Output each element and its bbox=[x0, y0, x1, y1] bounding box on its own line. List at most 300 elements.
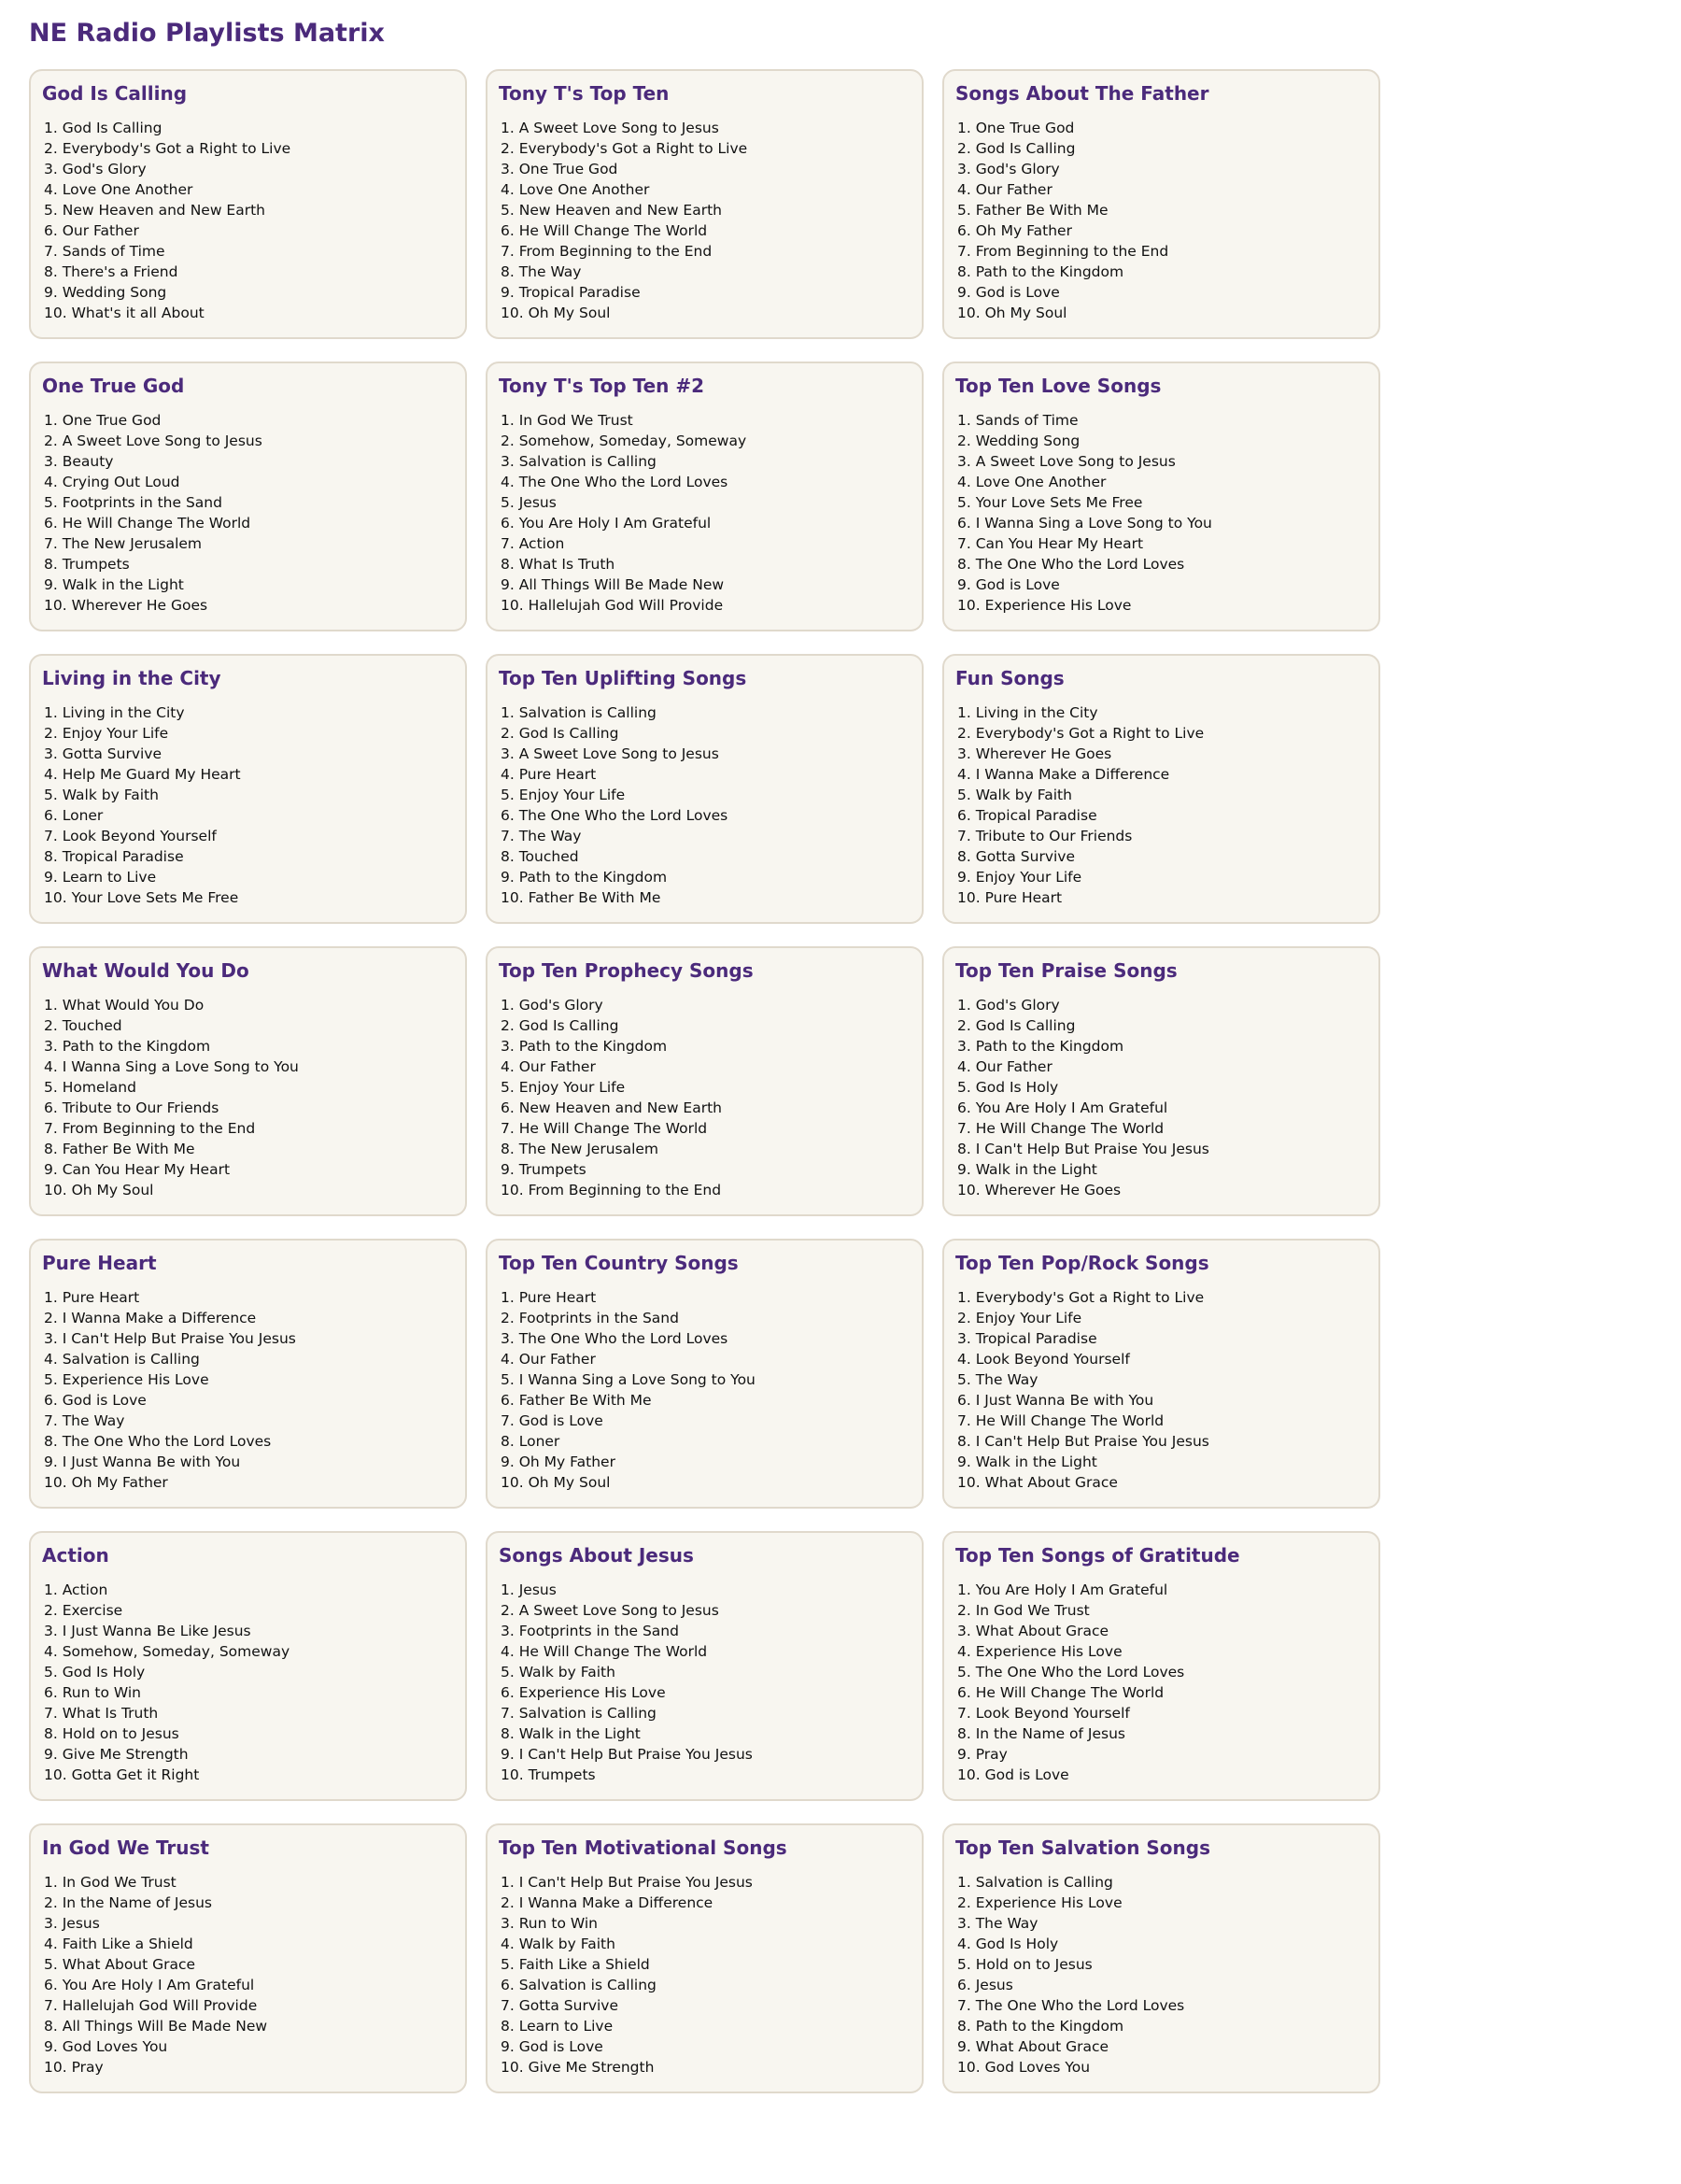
song-rank: 2. bbox=[44, 1602, 63, 1619]
song-rank: 8. bbox=[501, 1141, 519, 1157]
song-title: Our Father bbox=[62, 222, 139, 239]
song-title: I Just Wanna Be with You bbox=[975, 1392, 1154, 1409]
song-title: Wedding Song bbox=[62, 284, 167, 301]
song-item bbox=[501, 1452, 911, 1472]
song-rank: 7. bbox=[501, 1705, 519, 1722]
song-rank: 5. bbox=[44, 1371, 63, 1388]
playlist-card bbox=[486, 654, 924, 924]
song-title: What About Grace bbox=[975, 1623, 1109, 1639]
playlist-card bbox=[942, 946, 1380, 1216]
song-rank: 5. bbox=[501, 202, 519, 219]
playlist-card bbox=[942, 362, 1380, 631]
song-item bbox=[44, 764, 454, 785]
playlist-title: Top Ten Motivational Songs bbox=[499, 1837, 787, 1859]
song-item bbox=[501, 595, 911, 616]
song-rank: 3. bbox=[501, 745, 519, 762]
song-item bbox=[501, 220, 911, 241]
song-title: A Sweet Love Song to Jesus bbox=[975, 453, 1176, 470]
song-rank: 2. bbox=[501, 433, 519, 449]
playlist-title: Songs About The Father bbox=[955, 82, 1209, 105]
song-title: In God We Trust bbox=[975, 1602, 1090, 1619]
song-item bbox=[957, 1580, 1367, 1600]
song-title: Experience His Love bbox=[518, 1684, 666, 1701]
song-item bbox=[44, 1682, 454, 1703]
song-item bbox=[957, 1328, 1367, 1349]
song-rank: 5. bbox=[44, 1956, 63, 1973]
song-rank: 7. bbox=[957, 1705, 976, 1722]
song-rank: 7. bbox=[957, 1997, 976, 2014]
playlist-card bbox=[486, 946, 924, 1216]
song-title: Oh My Soul bbox=[984, 305, 1067, 321]
song-item bbox=[501, 1369, 911, 1390]
song-item bbox=[957, 1431, 1367, 1452]
song-list bbox=[955, 1580, 1367, 1785]
song-item bbox=[501, 995, 911, 1015]
playlist-card bbox=[29, 946, 467, 1216]
song-rank: 8. bbox=[501, 556, 519, 573]
song-item bbox=[501, 431, 911, 451]
playlist-card bbox=[942, 1531, 1380, 1801]
song-item bbox=[957, 1036, 1367, 1057]
song-rank: 7. bbox=[501, 1997, 519, 2014]
song-item bbox=[44, 241, 454, 262]
song-rank: 8. bbox=[44, 1433, 63, 1450]
song-title: Love One Another bbox=[975, 474, 1107, 490]
song-item bbox=[44, 451, 454, 472]
song-title: The Way bbox=[518, 263, 582, 280]
song-item bbox=[957, 262, 1367, 282]
song-title: Path to the Kingdom bbox=[975, 1038, 1124, 1055]
song-rank: 10. bbox=[44, 2059, 72, 2076]
song-title: Can You Hear My Heart bbox=[975, 535, 1144, 552]
playlist-title: Top Ten Love Songs bbox=[955, 375, 1162, 397]
song-item bbox=[501, 1995, 911, 2016]
playlist-card bbox=[29, 362, 467, 631]
song-title: Experience His Love bbox=[975, 1894, 1123, 1911]
playlist-title: Top Ten Country Songs bbox=[499, 1252, 739, 1274]
song-rank: 1. bbox=[44, 704, 63, 721]
playlist-title: God Is Calling bbox=[42, 82, 188, 105]
song-rank: 4. bbox=[44, 1936, 63, 1952]
song-item bbox=[44, 513, 454, 533]
song-rank: 7. bbox=[44, 243, 63, 260]
playlist-card bbox=[486, 69, 924, 339]
song-title: I Wanna Sing a Love Song to You bbox=[518, 1371, 756, 1388]
song-title: From Beginning to the End bbox=[62, 1120, 256, 1137]
song-rank: 6. bbox=[501, 222, 519, 239]
song-title: Gotta Survive bbox=[518, 1997, 619, 2014]
song-rank: 4. bbox=[501, 1643, 519, 1660]
song-rank: 10. bbox=[44, 1182, 72, 1198]
song-title: He Will Change The World bbox=[975, 1412, 1165, 1429]
song-title: Pure Heart bbox=[518, 1289, 597, 1306]
song-title: The Way bbox=[62, 1412, 125, 1429]
song-title: What About Grace bbox=[62, 1956, 196, 1973]
song-item bbox=[957, 1682, 1367, 1703]
song-title: Gotta Survive bbox=[975, 848, 1076, 865]
song-rank: 3. bbox=[501, 1915, 519, 1932]
song-item bbox=[957, 1765, 1367, 1785]
song-item bbox=[957, 826, 1367, 846]
song-item bbox=[501, 554, 911, 574]
song-rank: 1. bbox=[501, 1581, 519, 1598]
song-rank: 5. bbox=[957, 1664, 976, 1681]
song-rank: 8. bbox=[501, 2018, 519, 2035]
song-title: From Beginning to the End bbox=[975, 243, 1169, 260]
song-title: Enjoy Your Life bbox=[518, 1079, 626, 1096]
song-item bbox=[44, 138, 454, 159]
song-item bbox=[44, 1159, 454, 1180]
song-list bbox=[42, 1872, 454, 2078]
song-title: Touched bbox=[518, 848, 579, 865]
song-title: Father Be With Me bbox=[528, 889, 661, 906]
song-rank: 10. bbox=[957, 2059, 985, 2076]
song-title: Walk by Faith bbox=[62, 787, 159, 803]
song-title: Tribute to Our Friends bbox=[975, 828, 1133, 844]
song-title: Love One Another bbox=[62, 181, 193, 198]
song-item bbox=[957, 1975, 1367, 1995]
song-item bbox=[957, 595, 1367, 616]
song-item bbox=[957, 431, 1367, 451]
song-title: Faith Like a Shield bbox=[62, 1936, 193, 1952]
song-rank: 10. bbox=[44, 597, 72, 614]
song-title: Everybody's Got a Right to Live bbox=[975, 725, 1205, 742]
song-rank: 2. bbox=[44, 1894, 63, 1911]
song-list bbox=[499, 410, 911, 616]
song-item bbox=[957, 574, 1367, 595]
song-rank: 2. bbox=[957, 433, 976, 449]
song-item bbox=[44, 1893, 454, 1913]
song-title: Walk in the Light bbox=[518, 1725, 641, 1742]
page-title: NE Radio Playlists Matrix bbox=[29, 19, 385, 48]
song-item bbox=[501, 282, 911, 303]
song-item bbox=[501, 2016, 911, 2036]
song-rank: 8. bbox=[957, 2018, 976, 2035]
song-title: God's Glory bbox=[518, 997, 603, 1014]
song-item bbox=[501, 1328, 911, 1349]
song-title: God's Glory bbox=[62, 161, 147, 177]
song-item bbox=[957, 1098, 1367, 1118]
song-title: Path to the Kingdom bbox=[518, 1038, 668, 1055]
song-item bbox=[501, 1472, 911, 1493]
playlist-title: Top Ten Pop/Rock Songs bbox=[955, 1252, 1209, 1274]
song-list bbox=[955, 410, 1367, 616]
song-rank: 7. bbox=[957, 535, 976, 552]
song-rank: 3. bbox=[44, 1038, 63, 1055]
song-item bbox=[501, 1077, 911, 1098]
song-rank: 8. bbox=[957, 1725, 976, 1742]
song-title: I Wanna Sing a Love Song to You bbox=[62, 1058, 299, 1075]
song-rank: 2. bbox=[957, 1894, 976, 1911]
playlist-card bbox=[29, 1531, 467, 1801]
song-title: The One Who the Lord Loves bbox=[975, 1664, 1185, 1681]
song-title: You Are Holy I Am Grateful bbox=[518, 515, 712, 532]
song-title: God Is Calling bbox=[975, 1017, 1076, 1034]
song-rank: 8. bbox=[957, 1433, 976, 1450]
song-rank: 7. bbox=[44, 1997, 63, 2014]
song-rank: 9. bbox=[44, 576, 63, 593]
song-title: A Sweet Love Song to Jesus bbox=[62, 433, 262, 449]
song-item bbox=[44, 1954, 454, 1975]
song-item bbox=[501, 1431, 911, 1452]
song-rank: 5. bbox=[44, 787, 63, 803]
song-item bbox=[957, 764, 1367, 785]
song-rank: 3. bbox=[501, 1330, 519, 1347]
song-item bbox=[44, 1098, 454, 1118]
song-rank: 6. bbox=[501, 1099, 519, 1116]
song-title: God Is Calling bbox=[62, 120, 162, 136]
song-list bbox=[499, 995, 911, 1200]
song-item bbox=[501, 1057, 911, 1077]
song-item bbox=[957, 492, 1367, 513]
song-rank: 8. bbox=[44, 263, 63, 280]
song-title: The Way bbox=[975, 1371, 1038, 1388]
song-rank: 3. bbox=[957, 1038, 976, 1055]
song-item bbox=[501, 764, 911, 785]
playlist-title: One True God bbox=[42, 375, 185, 397]
song-title: Look Beyond Yourself bbox=[975, 1705, 1130, 1722]
song-item bbox=[44, 303, 454, 323]
song-title: Wherever He Goes bbox=[975, 745, 1112, 762]
song-rank: 6. bbox=[957, 1099, 976, 1116]
song-rank: 5. bbox=[44, 494, 63, 511]
song-title: One True God bbox=[62, 412, 162, 429]
song-title: Everybody's Got a Right to Live bbox=[975, 1289, 1205, 1306]
song-title: Hallelujah God Will Provide bbox=[62, 1997, 258, 2014]
song-rank: 2. bbox=[44, 1017, 63, 1034]
song-rank: 4. bbox=[501, 474, 519, 490]
song-rank: 8. bbox=[501, 1725, 519, 1742]
song-rank: 7. bbox=[44, 1412, 63, 1429]
song-item bbox=[957, 220, 1367, 241]
song-item bbox=[957, 1139, 1367, 1159]
song-rank: 10. bbox=[957, 889, 985, 906]
song-rank: 8. bbox=[501, 848, 519, 865]
song-title: Wedding Song bbox=[975, 433, 1081, 449]
song-title: Help Me Guard My Heart bbox=[62, 766, 241, 783]
song-title: Somehow, Someday, Someway bbox=[518, 433, 747, 449]
song-rank: 2. bbox=[501, 140, 519, 157]
song-rank: 5. bbox=[957, 787, 976, 803]
song-list bbox=[955, 995, 1367, 1200]
song-rank: 6. bbox=[501, 1684, 519, 1701]
song-item bbox=[501, 805, 911, 826]
song-rank: 4. bbox=[957, 1058, 976, 1075]
song-item bbox=[957, 282, 1367, 303]
song-title: Walk by Faith bbox=[518, 1936, 615, 1952]
song-title: Hallelujah God Will Provide bbox=[528, 597, 724, 614]
song-rank: 6. bbox=[957, 222, 976, 239]
song-item bbox=[957, 1600, 1367, 1621]
song-rank: 9. bbox=[957, 2038, 976, 2055]
song-title: God Is Holy bbox=[975, 1079, 1059, 1096]
song-rank: 6. bbox=[957, 807, 976, 824]
song-item bbox=[957, 118, 1367, 138]
song-title: Everybody's Got a Right to Live bbox=[62, 140, 291, 157]
song-title: Jesus bbox=[518, 494, 557, 511]
song-rank: 10. bbox=[957, 1182, 985, 1198]
song-title: New Heaven and New Earth bbox=[62, 202, 265, 219]
song-item bbox=[44, 200, 454, 220]
song-rank: 4. bbox=[957, 181, 976, 198]
song-item bbox=[44, 492, 454, 513]
song-rank: 7. bbox=[501, 1412, 519, 1429]
song-rank: 2. bbox=[957, 1602, 976, 1619]
song-rank: 5. bbox=[501, 494, 519, 511]
song-rank: 4. bbox=[957, 1351, 976, 1368]
song-title: Father Be With Me bbox=[62, 1141, 195, 1157]
song-item bbox=[957, 1913, 1367, 1934]
song-item bbox=[44, 1118, 454, 1139]
song-rank: 10. bbox=[501, 889, 529, 906]
song-item bbox=[957, 1954, 1367, 1975]
song-title: New Heaven and New Earth bbox=[518, 1099, 722, 1116]
song-rank: 5. bbox=[957, 1956, 976, 1973]
song-title: The One Who the Lord Loves bbox=[518, 1330, 728, 1347]
song-title: Salvation is Calling bbox=[518, 1705, 657, 1722]
song-rank: 1. bbox=[44, 120, 63, 136]
song-title: What Is Truth bbox=[62, 1705, 159, 1722]
song-rank: 4. bbox=[501, 181, 519, 198]
song-rank: 5. bbox=[957, 1371, 976, 1388]
song-rank: 6. bbox=[44, 1684, 63, 1701]
song-item bbox=[44, 1975, 454, 1995]
song-title: Gotta Get it Right bbox=[71, 1766, 200, 1783]
song-item bbox=[44, 744, 454, 764]
song-title: I Can't Help But Praise You Jesus bbox=[975, 1433, 1209, 1450]
song-rank: 7. bbox=[957, 243, 976, 260]
song-item bbox=[501, 1703, 911, 1723]
song-rank: 8. bbox=[957, 263, 976, 280]
song-title: You Are Holy I Am Grateful bbox=[975, 1581, 1168, 1598]
song-rank: 3. bbox=[44, 1330, 63, 1347]
song-item bbox=[44, 867, 454, 887]
song-item bbox=[501, 533, 911, 554]
song-title: God Is Holy bbox=[975, 1936, 1059, 1952]
song-title: Tropical Paradise bbox=[975, 1330, 1097, 1347]
song-item bbox=[44, 826, 454, 846]
song-rank: 3. bbox=[44, 1623, 63, 1639]
song-item bbox=[501, 410, 911, 431]
song-rank: 2. bbox=[957, 1310, 976, 1326]
song-item bbox=[501, 159, 911, 179]
song-item bbox=[501, 1349, 911, 1369]
song-item bbox=[501, 2057, 911, 2078]
song-rank: 3. bbox=[44, 453, 63, 470]
song-item bbox=[44, 1180, 454, 1200]
song-title: Oh My Soul bbox=[528, 1474, 611, 1491]
song-item bbox=[501, 451, 911, 472]
song-rank: 1. bbox=[957, 1874, 976, 1891]
song-item bbox=[44, 533, 454, 554]
song-rank: 8. bbox=[957, 848, 976, 865]
song-rank: 3. bbox=[957, 453, 976, 470]
song-title: The One Who the Lord Loves bbox=[975, 1997, 1185, 2014]
song-item bbox=[957, 867, 1367, 887]
song-item bbox=[44, 1349, 454, 1369]
song-item bbox=[501, 1975, 911, 1995]
song-title: All Things Will Be Made New bbox=[62, 2018, 268, 2035]
song-rank: 10. bbox=[957, 1474, 985, 1491]
song-title: The Way bbox=[518, 828, 582, 844]
song-title: Father Be With Me bbox=[518, 1392, 652, 1409]
song-title: Loner bbox=[62, 807, 104, 824]
song-item bbox=[501, 1600, 911, 1621]
song-item bbox=[957, 1995, 1367, 2016]
song-item bbox=[44, 805, 454, 826]
song-item bbox=[44, 1369, 454, 1390]
song-item bbox=[44, 1015, 454, 1036]
song-item bbox=[501, 1159, 911, 1180]
playlist-title: Tony T's Top Ten #2 bbox=[499, 375, 705, 397]
song-rank: 9. bbox=[501, 284, 519, 301]
song-title: Tropical Paradise bbox=[975, 807, 1097, 824]
song-title: Salvation is Calling bbox=[975, 1874, 1113, 1891]
song-item bbox=[501, 1390, 911, 1411]
song-rank: 8. bbox=[501, 1433, 519, 1450]
song-rank: 5. bbox=[44, 1664, 63, 1681]
song-rank: 4. bbox=[44, 1643, 63, 1660]
song-item bbox=[44, 702, 454, 723]
song-item bbox=[957, 179, 1367, 200]
song-item bbox=[501, 1098, 911, 1118]
song-title: Your Love Sets Me Free bbox=[71, 889, 239, 906]
song-rank: 6. bbox=[957, 1684, 976, 1701]
song-title: Touched bbox=[62, 1017, 122, 1034]
song-rank: 3. bbox=[957, 1330, 976, 1347]
song-rank: 4. bbox=[44, 1058, 63, 1075]
song-title: From Beginning to the End bbox=[528, 1182, 722, 1198]
song-title: Pure Heart bbox=[62, 1289, 140, 1306]
playlist-title: Living in the City bbox=[42, 667, 221, 689]
song-title: Oh My Father bbox=[71, 1474, 168, 1491]
song-item bbox=[957, 805, 1367, 826]
song-item bbox=[957, 451, 1367, 472]
song-item bbox=[44, 179, 454, 200]
playlist-card bbox=[486, 1823, 924, 2093]
song-rank: 10. bbox=[957, 1766, 985, 1783]
song-item bbox=[44, 723, 454, 744]
song-title: One True God bbox=[518, 161, 618, 177]
song-item bbox=[501, 1621, 911, 1641]
song-title: You Are Holy I Am Grateful bbox=[62, 1977, 255, 1993]
playlist-card bbox=[942, 69, 1380, 339]
song-title: A Sweet Love Song to Jesus bbox=[518, 120, 719, 136]
song-item bbox=[44, 431, 454, 451]
song-rank: 6. bbox=[957, 1392, 976, 1409]
song-rank: 6. bbox=[501, 1977, 519, 1993]
song-rank: 1. bbox=[957, 997, 976, 1014]
song-rank: 10. bbox=[501, 2059, 529, 2076]
song-title: God is Love bbox=[518, 2038, 603, 2055]
song-title: Hold on to Jesus bbox=[62, 1725, 179, 1742]
song-title: What About Grace bbox=[984, 1474, 1118, 1491]
song-rank: 1. bbox=[44, 412, 63, 429]
song-item bbox=[501, 179, 911, 200]
song-title: The Way bbox=[975, 1915, 1038, 1932]
song-rank: 7. bbox=[501, 828, 519, 844]
song-item bbox=[957, 1893, 1367, 1913]
song-rank: 4. bbox=[44, 766, 63, 783]
song-item bbox=[957, 1349, 1367, 1369]
song-list bbox=[499, 1580, 911, 1785]
song-title: Footprints in the Sand bbox=[62, 494, 222, 511]
song-item bbox=[501, 1411, 911, 1431]
playlist-card bbox=[486, 1531, 924, 1801]
song-rank: 6. bbox=[44, 1977, 63, 1993]
song-rank: 5. bbox=[501, 1956, 519, 1973]
song-title: Crying Out Loud bbox=[62, 474, 180, 490]
